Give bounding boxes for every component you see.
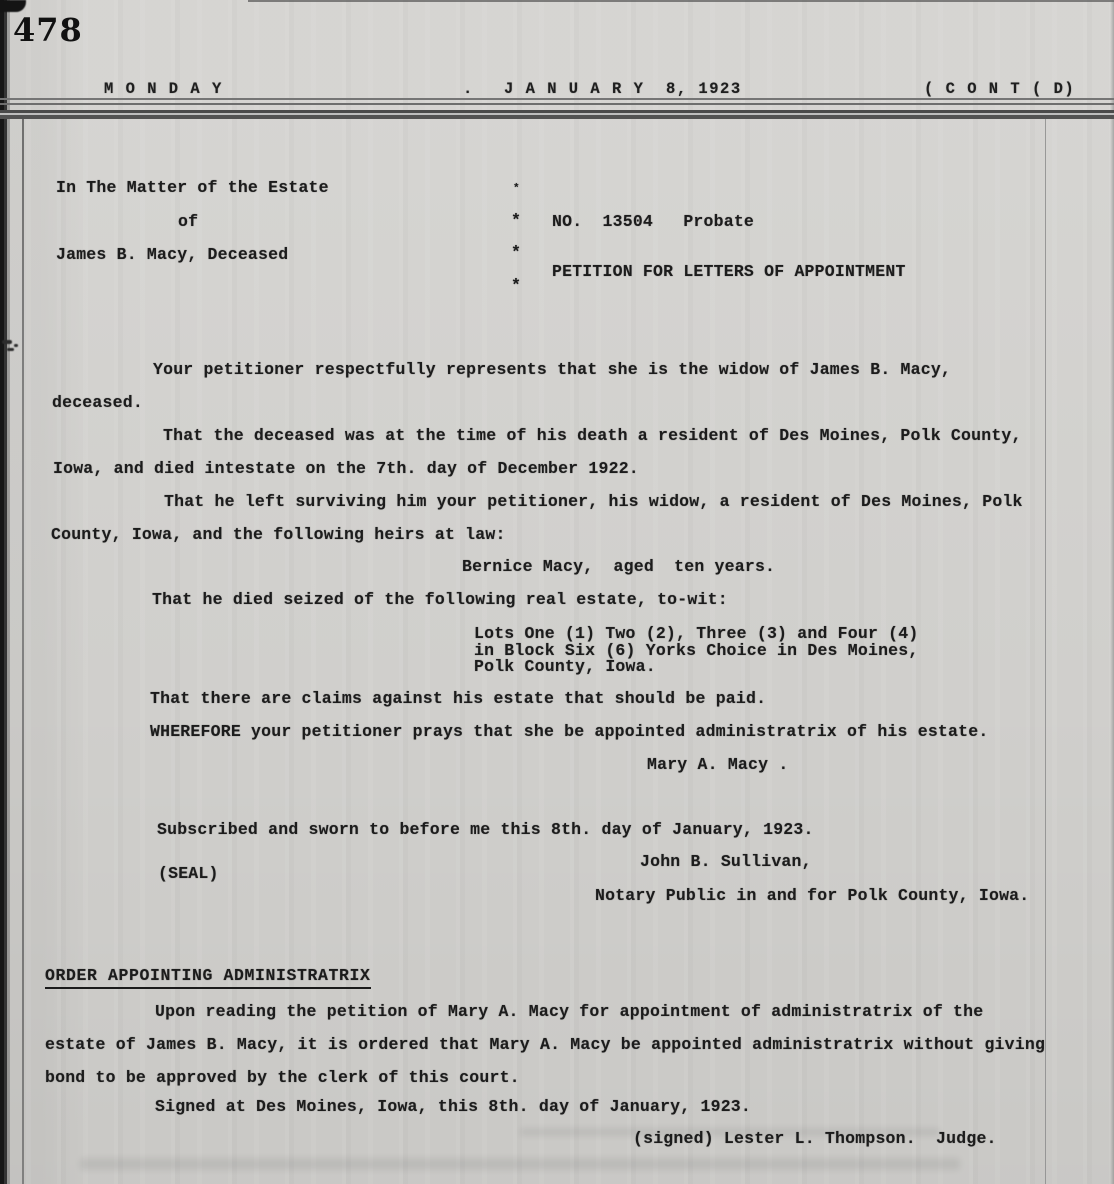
- asterisk: *: [511, 276, 522, 295]
- double-rule-thin: [0, 98, 1114, 105]
- signature: Mary A. Macy .: [647, 755, 789, 774]
- body-line: Signed at Des Moines, Iowa, this 8th. day of January, 1923.: [155, 1097, 751, 1116]
- body-line: deceased.: [52, 393, 143, 412]
- header-dot: .: [463, 80, 474, 98]
- body-line: That the deceased was at the time of his death a resident of Des Moines, Polk County,: [163, 426, 1022, 445]
- signature: (signed) Lester L. Thompson. Judge.: [633, 1129, 997, 1148]
- scan-speck: [7, 348, 14, 351]
- asterisk: *: [513, 183, 520, 195]
- legal-description: Lots One (1) Two (2), Three (3) and Four (4): [474, 624, 919, 643]
- scan-speck: [2, 340, 12, 344]
- signature: John B. Sullivan,: [640, 852, 812, 871]
- scan-edge-top: [248, 0, 1114, 2]
- header-day: M O N D A Y: [104, 80, 223, 98]
- page-number: 478: [13, 11, 83, 49]
- body-line: That he left surviving him your petitioner, his widow, a resident of Des Moines, Polk: [164, 492, 1023, 511]
- legal-description: Polk County, Iowa.: [474, 657, 656, 676]
- body-line: WHEREFORE your petitioner prays that she be appointed administratrix of his estate.: [150, 722, 989, 741]
- scan-speck: [14, 344, 18, 347]
- asterisk: *: [511, 243, 522, 262]
- body-line: Your petitioner respectfully represents that she is the widow of James B. Macy,: [153, 360, 952, 379]
- seal-note: (SEAL): [158, 864, 219, 883]
- body-line: County, Iowa, and the following heirs at law:: [51, 525, 506, 544]
- caption-line: In The Matter of the Estate: [56, 178, 329, 197]
- section-heading: ORDER APPOINTING ADMINISTRATRIX: [45, 966, 371, 989]
- asterisk: *: [511, 211, 522, 230]
- scan-edge-left: [0, 0, 10, 1184]
- body-line: bond to be approved by the clerk of this court.: [45, 1068, 520, 1087]
- body-line: Subscribed and sworn to before me this 8th. day of January, 1923.: [157, 820, 814, 839]
- body-line: That he died seized of the following real estate, to-wit:: [152, 590, 728, 609]
- case-number: NO. 13504 Probate: [552, 212, 755, 231]
- heir-line: Bernice Macy, aged ten years.: [462, 557, 776, 576]
- doc-title: PETITION FOR LETTERS OF APPOINTMENT: [552, 262, 906, 281]
- double-rule-thick: [0, 110, 1114, 120]
- body-line: Iowa, and died intestate on the 7th. day of December 1922.: [53, 459, 639, 478]
- body-line: That there are claims against his estate that should be paid.: [150, 689, 767, 708]
- body-line: estate of James B. Macy, it is ordered that Mary A. Macy be appointed administratrix without giving: [45, 1035, 1046, 1054]
- body-line: Upon reading the petition of Mary A. Macy for appointment of administratrix of the: [155, 1002, 984, 1021]
- legal-description: in Block Six (6) Yorks Choice in Des Moines,: [474, 641, 919, 660]
- margin-rule-left: [22, 119, 24, 1184]
- header-contd: ( C O N T ( D): [924, 80, 1076, 98]
- caption-line: James B. Macy, Deceased: [56, 245, 289, 264]
- margin-rule-right: [1045, 119, 1046, 1184]
- scan-edge-right: [1110, 0, 1114, 1184]
- bleedthrough-smudge: [80, 1158, 960, 1170]
- bleedthrough-smudge: [520, 1128, 940, 1136]
- caption-line: of: [178, 212, 199, 231]
- header-date: J A N U A R Y 8, 1923: [504, 80, 742, 98]
- notary-line: Notary Public in and for Polk County, Iowa.: [595, 886, 1030, 905]
